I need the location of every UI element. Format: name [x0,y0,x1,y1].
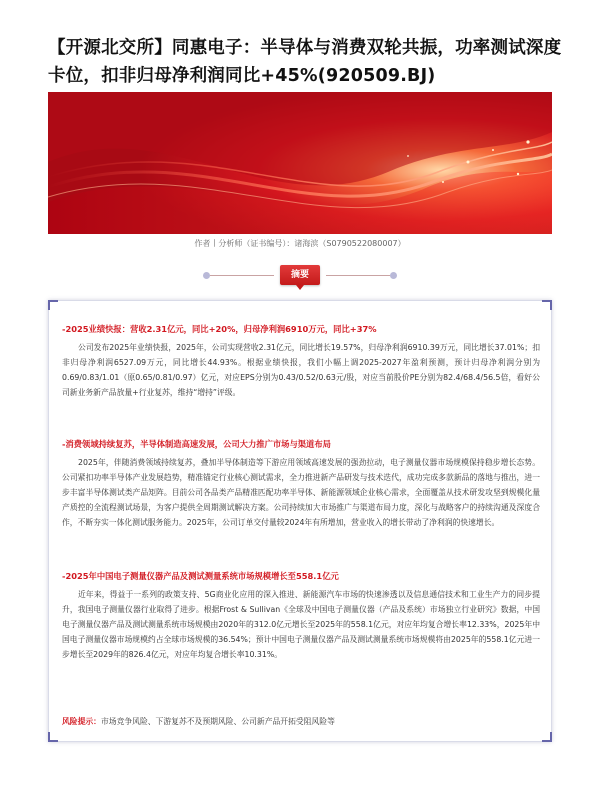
section-industry [62,570,540,662]
page-title: 【开源北交所】同惠电子：半导体与消费双轮共振，功率测试深度卡位，扣非归母净利润同比+45%(920509.BJ) [48,38,562,86]
divider-left [210,275,274,276]
decor-dot-left [203,272,210,279]
corner-mark [48,732,58,742]
section-heading: -2025年中国电子测量仪器产品及测试测量系统市场规模增长至558.1亿元 [62,571,339,581]
section-body: 2025年，伴随消费领域持续复苏，叠加半导体制造等下游应用领域高速发展的强劲拉动，电子测量仪器市场规模保持稳步增长态势。公司紧扣功率半导体产业发展趋势，精准锚定行业核心测试需求，全力推进新产品研发与技术迭代，成功完成多款新品的落地与推出，进一步丰富半导体测试类产品矩阵。目前公司各品类产品精准匹配功率半导体、新能源领域企业核心需求，全面覆盖从技术研发攻坚到规模化量产质控的全流程测试场景，为客户提供全周期测试解决方案。公司持续加大市场推广与渠道布局力度，深化与战略客户的持续沟通及深度合作，不断夯实一体化测试服务能力。2025年，公司订单交付量较2024年有所增加，营业收入的增长带动了净利润的快速增长。 [62,458,540,527]
section-market [62,438,540,530]
corner-mark [48,300,58,310]
section-earnings [62,323,540,400]
corner-mark [542,732,552,742]
section-heading: -消费领域持续复苏，半导体制造高速发展，公司大力推广市场与渠道布局 [62,439,331,449]
corner-mark [542,300,552,310]
risk-label: 风险提示： [62,717,101,726]
section-body: 近年来，得益于一系列的政策支持、5G商业化应用的深入推进、新能源汽车市场的快速渗透以及信息通信技术和工业生产力的同步提升，我国电子测量仪器行业取得了进步。根据Frost & Sullivan《全球及中国电子测量仪器（产品及系统）市场独立行业研究》数据，中国电子测量仪器产品及测试测量系统市场规模由2020年的312.0亿元增长至2025年的558.1亿元，对应年均复合增长率12.33%，2025年中国电子测量仪器市场规模约占全球市场规模的36.54%；预计中国电子测量仪器产品及测试测量系统市场规模将由2025年的558.1亿元进一步增长至2029年的826.4亿元，对应年均复合增长率10.31%。 [62,590,540,659]
section-body: 公司发布2025年业绩快报，2025年，公司实现营收2.31亿元，同比增长19.57%，归母净利润6910.39万元，同比增长37.01%；扣非归母净利润6527.09万元，同比增长44.93%。根据业绩快报，我们小幅上调2025-2027年盈利预测，预计归母净利润分别为0.69/0.83/1.01（原0.65/0.81/0.97）亿元，对应EPS分别为0.43/0.52/0.63元/股，对应当前股价PE分别为82.4/68.4/56.5倍，看好公司新业务新产品放量+行业复苏，维持“增持”评级。 [62,343,540,397]
banner-image [48,92,552,234]
author-byline: 作者丨分析师（证书编号）：诸海滨（S0790522080007） [194,239,406,248]
banner-graphic [48,92,552,234]
risk-note [62,716,335,727]
risk-text: 市场竞争风险、下游复苏不及预期风险、公司新产品开拓受阻风险等 [100,717,335,726]
decor-dot-right [390,272,397,279]
abstract-badge: 摘要 [280,265,320,285]
divider-right [326,275,390,276]
section-heading: -2025业绩快报：营收2.31亿元，同比+20%，归母净利润6910万元，同比+37% [62,324,377,334]
